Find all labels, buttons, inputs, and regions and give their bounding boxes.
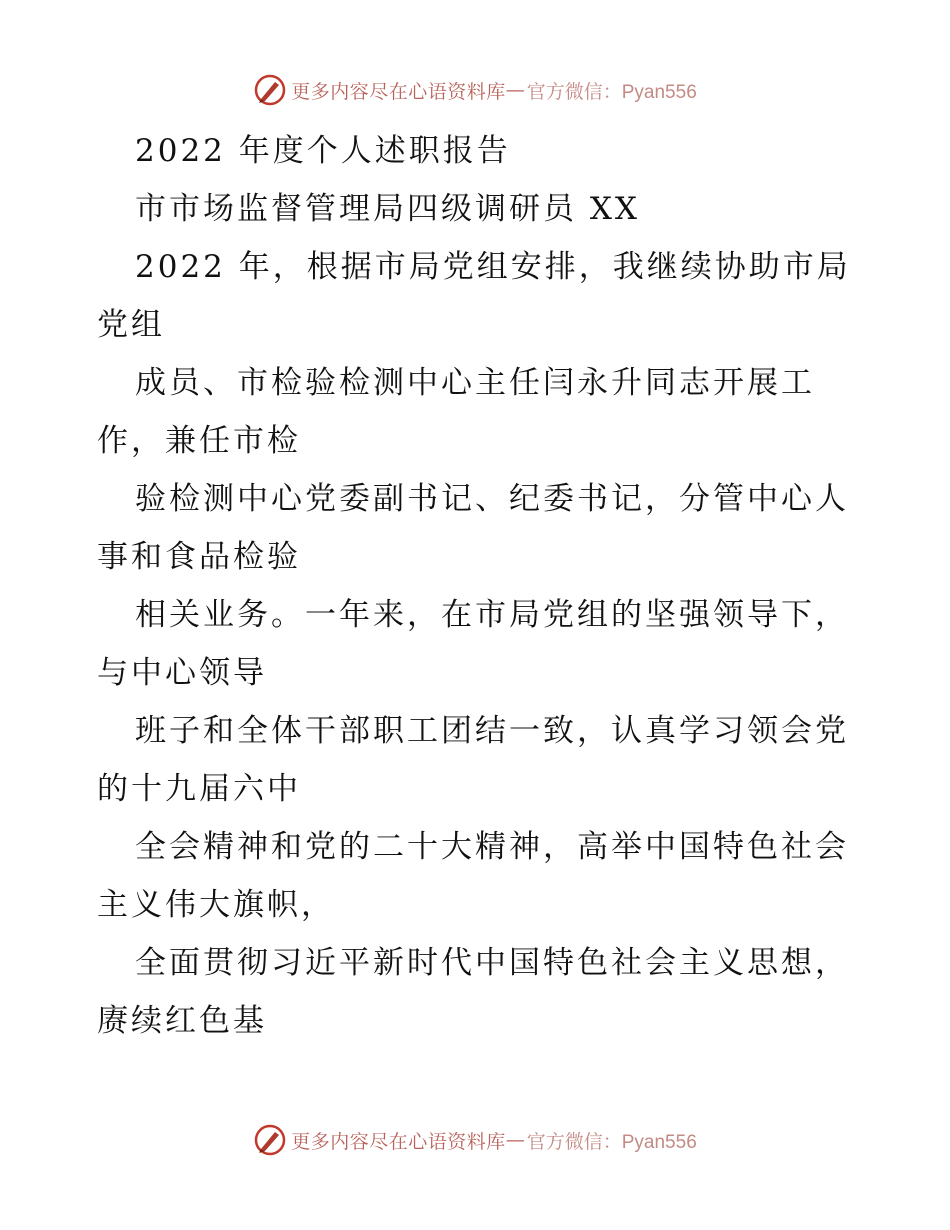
doc-line: 与中心领导 <box>97 655 267 691</box>
doc-line: 事和食品检验 <box>97 539 301 575</box>
pen-circle-logo-icon <box>253 73 287 107</box>
doc-title: 2022 年度个人述职报告 <box>135 133 511 169</box>
doc-line: 主义伟大旗帜， <box>97 887 335 923</box>
banner-wechat: 官方微信：Pyan556 <box>526 81 697 103</box>
banner-separator: — <box>505 79 525 101</box>
pen-circle-logo-icon <box>253 1123 287 1157</box>
doc-line: 2022 年，根据市局党组安排，我继续协助市局 <box>135 249 851 285</box>
doc-line: 全面贯彻习近平新时代中国特色社会主义思想， <box>135 945 849 981</box>
doc-line: 相关业务。一年来，在市局党组的坚强领导下， <box>135 597 849 633</box>
doc-line: 党组 <box>97 307 165 343</box>
doc-line: 验检测中心党委副书记、纪委书记，分管中心人 <box>135 481 849 517</box>
document-body <box>97 122 877 1050</box>
doc-line: 成员、市检验检测中心主任闫永升同志开展工 <box>135 365 815 401</box>
footer-watermark-banner <box>0 1120 950 1160</box>
doc-line: 赓续红色基 <box>97 1003 267 1039</box>
doc-line: 班子和全体干部职工团结一致，认真学习领会党 <box>135 713 849 749</box>
banner-site-name: 更多内容尽在心语资料库 <box>291 1130 506 1153</box>
doc-line: 作，兼任市检 <box>97 423 301 459</box>
doc-author: 市市场监督管理局四级调研员 XX <box>135 191 640 227</box>
banner-separator: — <box>505 1129 525 1151</box>
doc-line: 全会精神和党的二十大精神，高举中国特色社会 <box>135 829 849 865</box>
doc-line: 的十九届六中 <box>97 771 301 807</box>
banner-wechat: 官方微信：Pyan556 <box>526 1131 697 1153</box>
header-watermark-banner <box>0 70 950 110</box>
banner-site-name: 更多内容尽在心语资料库 <box>291 80 506 103</box>
